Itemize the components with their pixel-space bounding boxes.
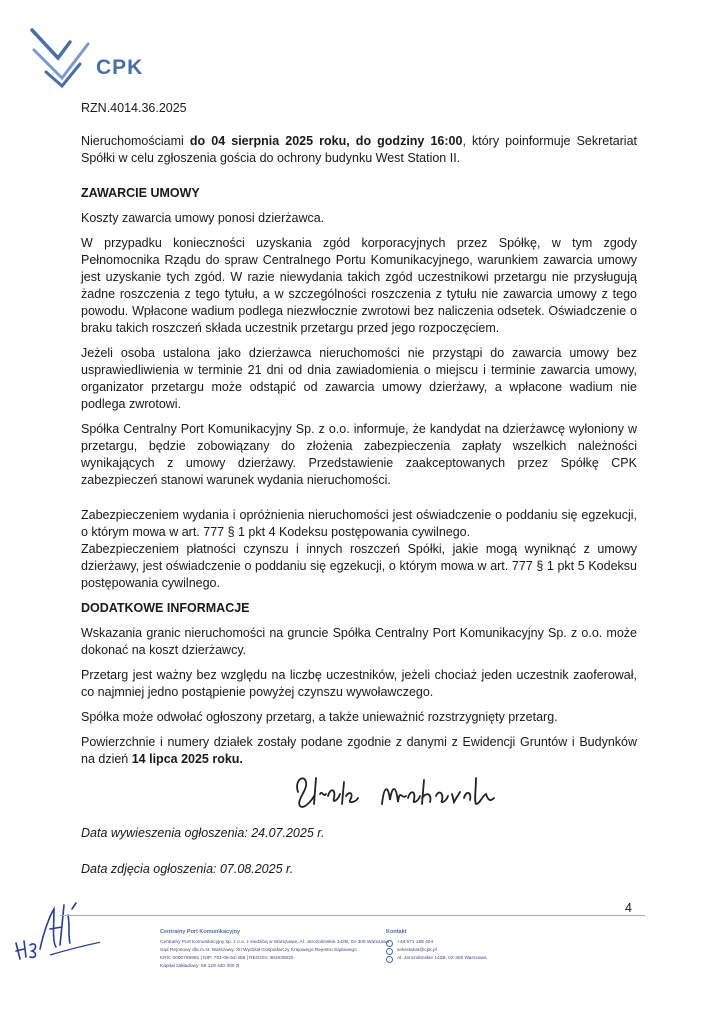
footer-company-line-1: Centralny Port Komunikacyjny sp. z o.o. z siedzibą w Warszawie, Al. Jerozolimskie 142B, 02-305 Warszawa (160, 940, 390, 945)
cpk-logo-mark-icon (30, 28, 96, 90)
footer-email-row (386, 947, 586, 955)
date-removed: Data zdjęcia ogłoszenia: 07.08.2025 r. (81, 862, 294, 876)
date-posted: Data wywieszenia ogłoszenia: 24.07.2025 r. (81, 826, 325, 840)
footer-phone-row (386, 939, 586, 947)
contract-paragraph-5b: Zabezpieczeniem płatności czynszu i innych roszczeń Spółki, jakie mogą wyniknąć z umowy dzierżawy, jest oświadczenie o poddaniu się egzekucji, o którym mowa w art. 777 § 1 pkt 5 Kodeksu postępowania cywilnego. (81, 542, 637, 590)
register-date: 14 lipca 2025 roku. (131, 752, 243, 766)
register-text: Powierzchnie i numery działek zostały podane zgodnie z danymi z Ewidencji Gruntów i Budynków na dzień (81, 735, 637, 766)
footer-company-line-3: KRS: 0000759991 | NIP: 701-08-54-459 | REGON: 381930620 (160, 956, 294, 961)
footer-contact-heading: Kontakt (386, 929, 407, 935)
cpk-logo (30, 28, 96, 95)
contract-paragraph-2: W przypadku konieczności uzyskania zgód korporacyjnych przez Spółkę, w tym zgody Pełnomocnika Rządu do spraw Centralnego Portu Komunikacyjnego, warunkiem zawarcia umowy jest uzyskanie tych zgód. W razie niewydania takich zgód uczestnikowi przetargu nie przysługują żadne roszczenia z tego tytułu, a w szczególności roszczenia z tytułu nie zawarcia umowy z tego powodu. Wpłacone wadium podlega niezwłocznie zwrotowi bez naliczenia odsetek. Oświadczenie o braku takich roszczeń składa uczestnik przetargu przed jego rozpoczęciem. (81, 236, 637, 335)
section-heading-contract: ZAWARCIE UMOWY (81, 186, 200, 200)
additional-paragraph-4 (81, 734, 637, 768)
contract-paragraph-3: Jeżeli osoba ustalona jako dzierżawca nieruchomości nie przystąpi do zawarcia umowy bez usprawiedliwienia w terminie 21 dni od dnia zawiadomienia o miejscu i terminie zawarcia umowy, organizator przetargu może odstąpić od zawarcia umowy dzierżawy, a wpłacone wadium nie podlega zwrotowi. (81, 346, 637, 411)
footer-address: Al. Jerozolimskie 142B, 02-305 Warszawa (397, 956, 487, 961)
footer-divider (60, 915, 645, 916)
footer-contact (386, 928, 586, 963)
intro-deadline: do 04 sierpnia 2025 roku, do godziny 16:00 (189, 134, 463, 148)
location-icon (386, 956, 393, 963)
footer-company (160, 928, 410, 971)
reference-number: RZN.4014.36.2025 (81, 101, 187, 115)
footer-company-line-4: Kapitał zakładowy: 65 129 420 300 zł (160, 964, 240, 969)
section-heading-additional: DODATKOWE INFORMACJE (81, 601, 250, 615)
contract-paragraph-1: Koszty zawarcia umowy ponosi dzierżawca. (81, 211, 325, 225)
intro-paragraph (81, 133, 637, 167)
footer-company-heading: Centralny Port Komunikacyjny (160, 929, 241, 935)
handwritten-initials (10, 895, 100, 970)
logo-text: CPK (96, 56, 144, 79)
contract-paragraph-4: Spółka Centralny Port Komunikacyjny Sp. z o.o. informuje, że kandydat na dzierżawcę wyłoniony w przetargu, będzie zobowiązany do złożenia zabezpieczenia zapłaty wszelkich należności wynikających z umowy dzierżawy. Przedstawienie zaakceptowanych przez Spółkę CPK zabezpieczeń stanowi warunek wydania nieruchomości. (81, 422, 637, 487)
footer-phone[interactable]: +48 571 188 404 (397, 940, 434, 945)
footer-email[interactable]: sekretariat@cpk.pl (397, 948, 437, 953)
additional-paragraph-3: Spółka może odwołać ogłoszony przetarg, a także unieważnić rozstrzygnięty przetarg. (81, 710, 558, 724)
contract-paragraph-5a: Zabezpieczeniem wydania i opróżnienia nieruchomości jest oświadczenie o poddaniu się egzekucji, o którym mowa w art. 777 § 1 pkt 4 Kodeksu postępowania cywilnego. (81, 508, 637, 539)
email-icon (386, 948, 393, 955)
additional-paragraph-1: Wskazania granic nieruchomości na gruncie Spółka Centralny Port Komunikacyjny Sp. z o.o. może dokonać na koszt dzierżawcy. (81, 626, 637, 657)
footer-address-row (386, 955, 586, 963)
document-body (81, 133, 637, 776)
handwritten-signature (290, 770, 520, 819)
page-number: 4 (625, 901, 632, 915)
phone-icon (386, 940, 393, 947)
intro-text-start: Nieruchomościami (81, 134, 190, 148)
additional-paragraph-2: Przetarg jest ważny bez względu na liczbę uczestników, jeżeli chociaż jeden uczestnik zaoferował, co najmniej jedno postąpienie powyżej czynszu wywoławczego. (81, 668, 637, 699)
footer-company-line-2: Sąd Rejonowy dla m.st. Warszawy, XII Wydział Gospodarczy Krajowego Rejestru Sądowego (160, 948, 357, 953)
intro-text-end: , który poinformuje Sekretariat Spółki w celu zgłoszenia gościa do ochrony budynku West Station II. (81, 134, 638, 165)
